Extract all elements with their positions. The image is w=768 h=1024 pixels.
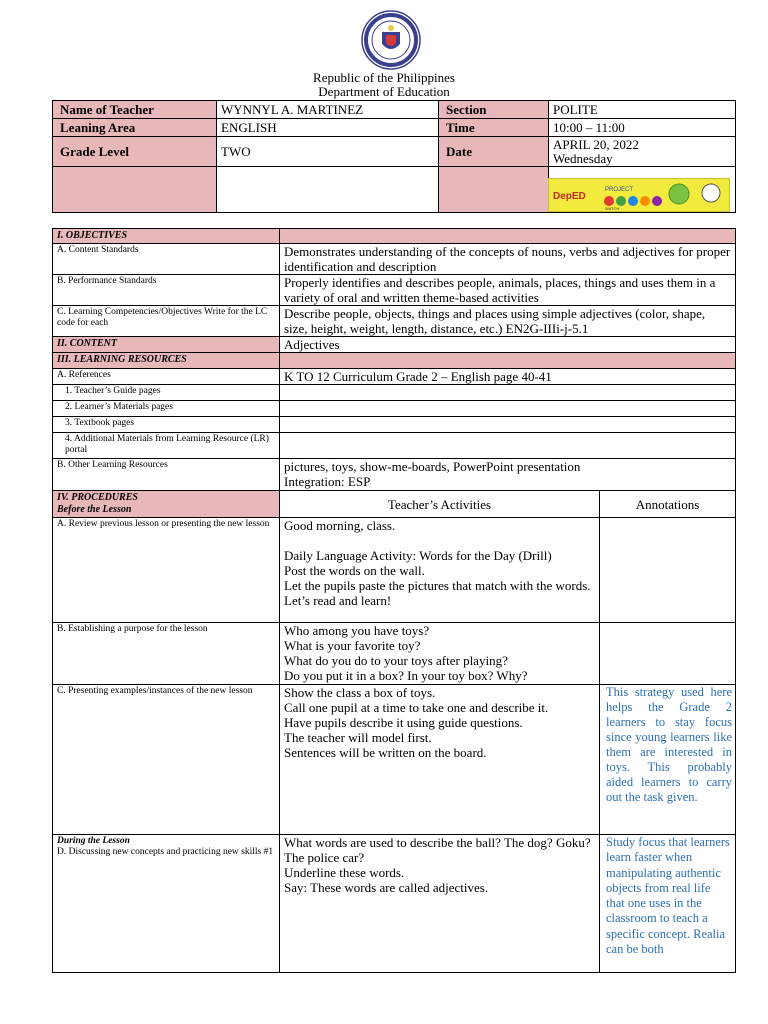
lesson-plan-table [52,228,736,973]
procedures-heading [53,491,280,518]
teachers-guide-value [280,385,736,401]
empty-pink-cell-2 [439,167,549,213]
textbook-value [280,417,736,433]
other-resources-label: B. Other Learning Resources [53,459,280,491]
activity-line: Say: These words are called adjectives. [284,880,489,895]
activity-line: The teacher will model first. [284,730,432,745]
activity-line: What is your favorite toy? [284,638,421,653]
performance-standards-label: B. Performance Standards [53,275,280,306]
name-value: WYNNYL A. MARTINEZ [217,101,439,119]
activity-line: Let the pupils paste the pictures that match with the words. Let’s read and learn! [284,578,591,608]
before-lesson-title: Before the Lesson [57,504,132,515]
name-label: Name of Teacher [53,101,217,119]
header-republic: Republic of the Philippines [313,70,455,85]
activity-line: Show the class a box of toys. [284,685,436,700]
section-label: Section [439,101,549,119]
time-label: Time [439,119,549,137]
references-label: A. References [53,369,280,385]
spacer [284,533,595,548]
examples-activities [280,685,600,835]
content-standards-label: A. Content Standards [53,244,280,275]
date-value [549,137,736,167]
additional-materials-label: 4. Additional Materials from Learning Resource (LR) portal [53,433,280,459]
annotations-header: Annotations [600,491,736,518]
date-line: APRIL 20, 2022 [553,136,639,152]
review-lesson-label: A. Review previous lesson or presenting the new lesson [53,518,280,623]
activity-line: Good morning, class. [284,518,396,533]
examples-label: C. Presenting examples/instances of the new lesson [53,685,280,835]
content-value: Adjectives [280,337,736,353]
resources-heading-fill [280,353,736,369]
learners-materials-value [280,401,736,417]
content-heading: II. CONTENT [53,337,280,353]
area-value: ENGLISH [217,119,439,137]
references-value: K TO 12 Curriculum Grade 2 – English page 40-41 [280,369,736,385]
content-standards-text: Demonstrates understanding of the concepts of nouns, verbs and adjectives for proper identification and description [280,244,736,275]
purpose-annotation [600,623,736,685]
other-resources-line1: pictures, toys, show-me-boards, PowerPoint presentation [284,459,581,474]
section-value: POLITE [549,101,736,119]
purpose-label: B. Establishing a purpose for the lesson [53,623,280,685]
textbook-label: 3. Textbook pages [53,417,280,433]
objectives-heading-fill [280,229,736,244]
additional-materials-value [280,433,736,459]
discussing-activities [280,835,600,973]
discussing-label [53,835,280,973]
grade-label: Grade Level [53,137,217,167]
competencies-label: C. Learning Competencies/Objectives Write for the LC code for each [53,306,280,337]
day-line: Wednesday [553,150,613,166]
date-label: Date [439,137,549,167]
other-resources-line2: Integration: ESP [284,474,371,489]
deped-logo-text: DepED [553,191,586,202]
competencies-text: Describe people, objects, things and places using simple adjectives (color, shape, size, height, weight, length, distance, etc.) EN2G-IIIi-j-5.1 [280,306,736,337]
activity-line: Call one pupil at a time to take one and describe it. [284,700,549,715]
review-lesson-activities [280,518,600,623]
procedures-title: IV. PROCEDURES [57,492,138,503]
area-label: Leaning Area [53,119,217,137]
discussing-text: D. Discussing new concepts and practicing new skills #1 [57,847,274,857]
activity-line: What words are used to describe the ball? The dog? Goku? The police car? [284,835,591,865]
purpose-activities [280,623,600,685]
grade-value: TWO [217,137,439,167]
activity-line: Underline these words. [284,865,405,880]
project-logo-text: PROJECT [605,187,634,193]
activity-line: Sentences will be written on the board. [284,745,487,760]
performance-standards-text: Properly identifies and describes people, animals, places, things and uses them in a variety of oral and written theme-based activities [280,275,736,306]
activity-line: Do you put it in a box? In your toy box? Why? [284,668,528,683]
watch-logo-text: WATCH [605,206,620,211]
activity-line: Daily Language Activity: Words for the Day (Drill) [284,548,552,563]
empty-cell [217,167,439,213]
teacher-activities-header: Teacher’s Activities [280,491,600,518]
review-lesson-annotation [600,518,736,623]
activity-line: Who among you have toys? [284,623,430,638]
resources-heading: III. LEARNING RESOURCES [53,353,280,369]
empty-pink-cell [53,167,217,213]
activity-line: Post the words on the wall. [284,563,425,578]
teachers-guide-label: 1. Teacher’s Guide pages [53,385,280,401]
project-watch-logos [548,178,730,212]
learners-materials-label: 2. Learner’s Materials pages [53,401,280,417]
discussing-annotation: Study focus that learners learn faster when manipulating authentic objects from real life that one uses in the classroom to teach a specific concept. Realia can be both [600,835,736,973]
examples-annotation: This strategy used here helps the Grade 2 learners to stay focus since young learners like them are interested in toys. This probably aided learners to carry out the task given. [600,685,736,835]
activity-line: What do you do to your toys after playing? [284,653,508,668]
activity-line: Have pupils describe it using guide questions. [284,715,523,730]
objectives-heading: I. OBJECTIVES [53,229,280,244]
header-department: Department of Education [318,84,450,99]
time-value: 10:00 – 11:00 [549,119,736,137]
during-lesson-title: During the Lesson [57,836,130,846]
deped-seal-icon [361,10,421,70]
other-resources-value [280,459,736,491]
